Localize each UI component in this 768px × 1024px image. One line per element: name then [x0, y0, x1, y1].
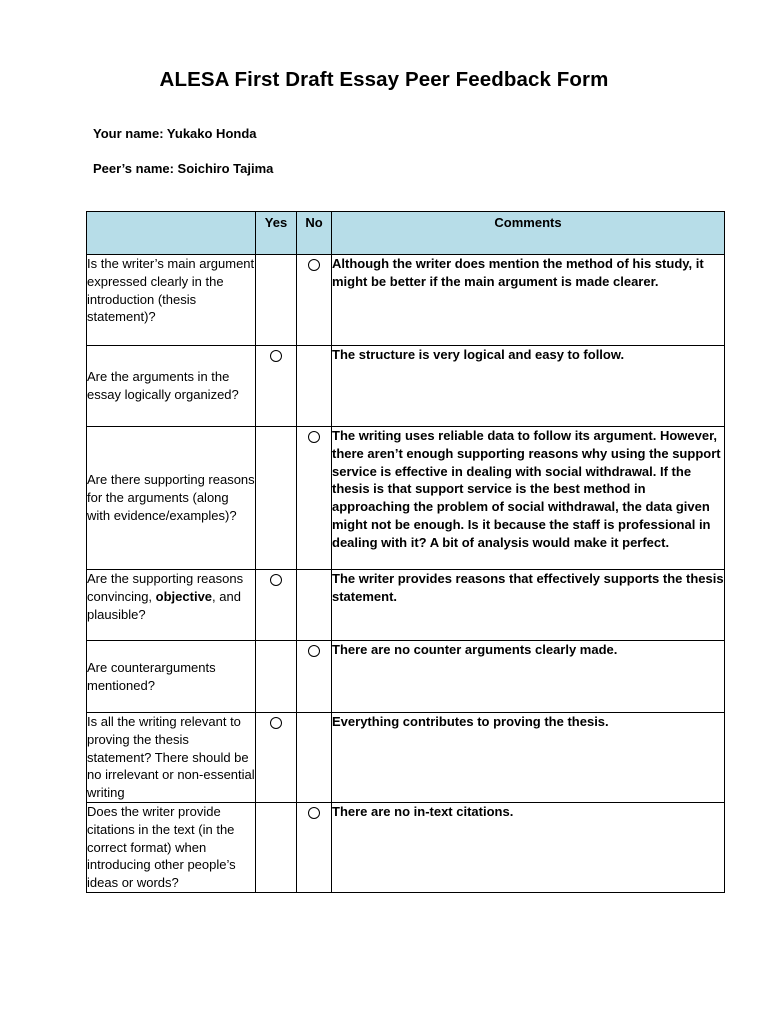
selected-circle-icon: [308, 259, 320, 271]
no-cell: [297, 427, 332, 570]
selected-circle-icon: [270, 574, 282, 586]
table-row: [87, 641, 725, 713]
comment-cell: Although the writer does mention the method of his study, it might be better if the main argument is made clearer.: [332, 255, 725, 346]
no-cell: [297, 641, 332, 713]
comment-cell: The writer provides reasons that effectively supports the thesis statement.: [332, 570, 725, 641]
feedback-table: [86, 211, 725, 893]
question-cell: Does the writer provide citations in the text (in the correct format) when introducing other people’s ideas or words?: [87, 802, 256, 892]
question-cell: Are there supporting reasons for the arguments (along with evidence/examples)?: [87, 427, 256, 570]
question-header: [87, 212, 256, 255]
no-header: No: [297, 212, 332, 255]
yes-header: Yes: [256, 212, 297, 255]
question-cell: Is all the writing relevant to proving the thesis statement? There should be no irrelevant or non-essential writing: [87, 713, 256, 803]
question-cell: Are counterarguments mentioned?: [87, 641, 256, 713]
yes-cell: [256, 346, 297, 427]
selected-circle-icon: [270, 717, 282, 729]
table-row: [87, 713, 725, 803]
no-cell: [297, 255, 332, 346]
comment-cell: There are no counter arguments clearly made.: [332, 641, 725, 713]
yes-cell: [256, 802, 297, 892]
form-title: ALESA First Draft Essay Peer Feedback Form: [159, 68, 609, 91]
comments-header: Comments: [332, 212, 725, 255]
no-cell: [297, 713, 332, 803]
table-row: [87, 427, 725, 570]
yes-cell: [256, 641, 297, 713]
comment-cell: There are no in-text citations.: [332, 802, 725, 892]
your-name: Your name: Yukako Honda: [93, 126, 257, 141]
selected-circle-icon: [308, 807, 320, 819]
comment-cell: Everything contributes to proving the thesis.: [332, 713, 725, 803]
table-row: [87, 570, 725, 641]
selected-circle-icon: [308, 431, 320, 443]
table-row: [87, 346, 725, 427]
selected-circle-icon: [308, 645, 320, 657]
question-cell: Are the supporting reasons convincing, objective, and plausible?: [87, 570, 256, 641]
question-cell: Is the writer’s main argument expressed clearly in the introduction (thesis statement)?: [87, 255, 256, 346]
no-cell: [297, 346, 332, 427]
yes-cell: [256, 570, 297, 641]
comment-cell: The structure is very logical and easy to follow.: [332, 346, 725, 427]
question-cell: Are the arguments in the essay logically organized?: [87, 346, 256, 427]
no-cell: [297, 570, 332, 641]
comment-cell: The writing uses reliable data to follow its argument. However, there aren’t enough supporting reasons why using the support service is effective in dealing with social withdrawal. If the thesis is that support service is the best method in approaching the problem of social withdrawal, the data given might not be enough. Is it because the staff is professional in dealing with it? A bit of analysis would make it perfect.: [332, 427, 725, 570]
table-row: [87, 802, 725, 892]
no-cell: [297, 802, 332, 892]
yes-cell: [256, 255, 297, 346]
emphasis-text: objective: [155, 588, 213, 604]
selected-circle-icon: [270, 350, 282, 362]
table-row: [87, 255, 725, 346]
yes-cell: [256, 427, 297, 570]
table-header-row: [87, 212, 725, 255]
yes-cell: [256, 713, 297, 803]
peer-name: Peer’s name: Soichiro Tajima: [93, 161, 274, 176]
